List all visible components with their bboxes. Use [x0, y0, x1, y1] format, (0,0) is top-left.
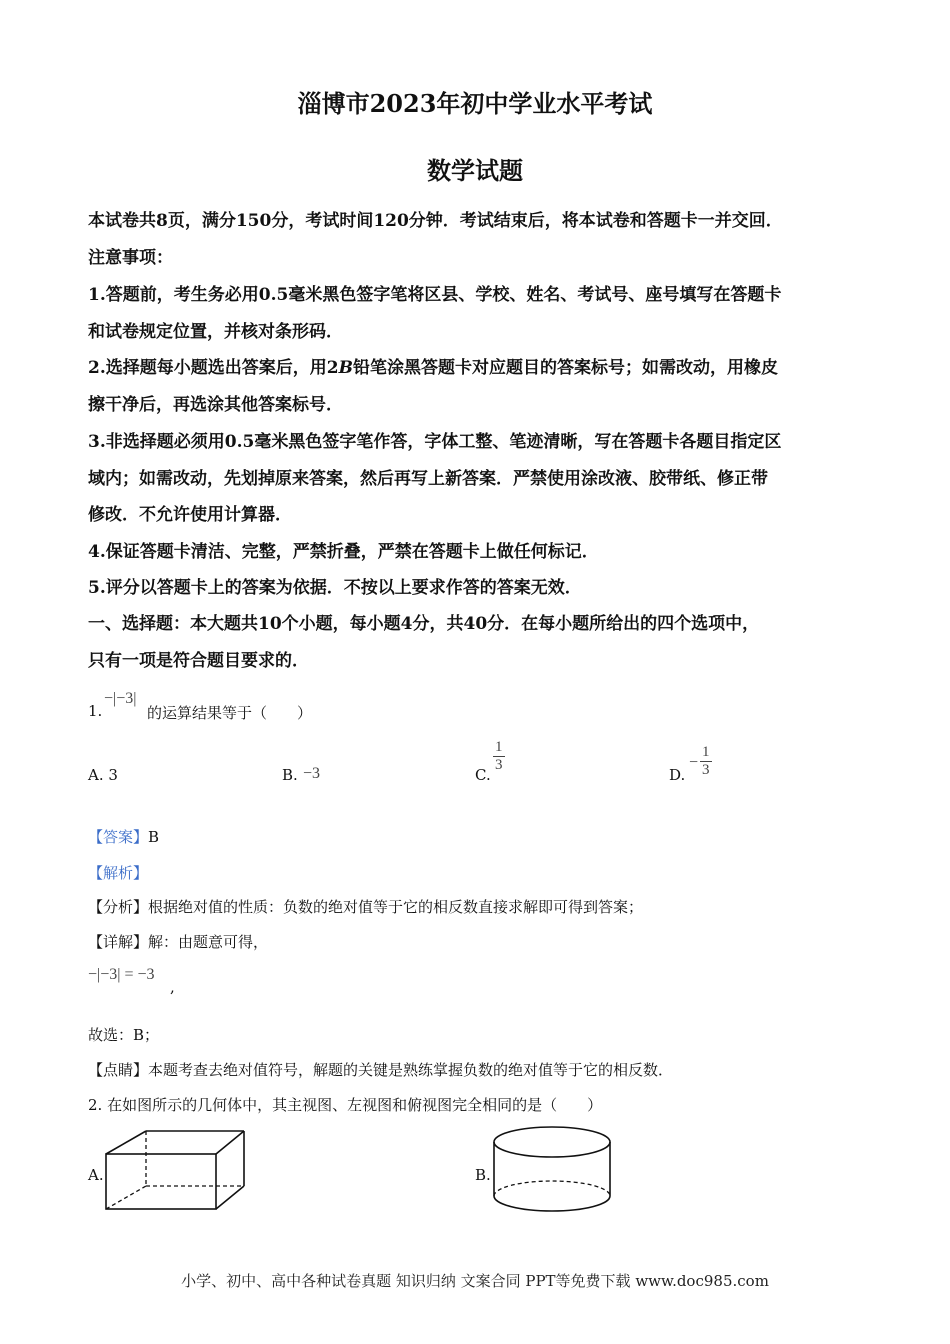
cylinder-figure	[490, 1124, 615, 1216]
note-2-italic: B	[338, 358, 353, 378]
fenxi-text: 根据绝对值的性质：负数的绝对值等于它的相反数直接求解即可得到答案；	[148, 898, 644, 916]
dianjing-tag: 【点睛】	[88, 1061, 149, 1079]
cylinder-top-ellipse	[494, 1127, 610, 1157]
cuboid-front-face	[106, 1154, 216, 1209]
note-4: 4.保证答题卡清洁、完整，严禁折叠，严禁在答题卡上做任何标记．	[88, 542, 599, 562]
intro-text: 本试卷共8页，满分150分，考试时间120分钟．考试结束后，将本试卷和答题卡一并交回．	[88, 211, 783, 231]
notes-heading: 注意事项：	[88, 248, 173, 268]
analysis-tag: 【解析】	[88, 864, 149, 882]
q1-option-c-fraction	[493, 739, 505, 774]
denominator: 3	[702, 762, 710, 778]
answer-line	[88, 826, 159, 847]
q2-option-a-label: A.	[88, 1166, 104, 1184]
cuboid-edge	[106, 1131, 146, 1154]
answer-tag: 【答案】	[88, 828, 149, 846]
q2-option-b-label: B.	[475, 1166, 491, 1184]
section-1-heading-line-1: 一、选择题：本大题共10个小题，每小题4分，共40分．在每小题所给出的四个选项中，	[88, 614, 760, 634]
q1-option-d-sign: −	[689, 754, 699, 771]
note-2-line-1	[88, 353, 778, 378]
cylinder-bottom-front	[494, 1196, 610, 1211]
q1-option-c-label: C.	[475, 766, 491, 784]
solution-equation-tail: ,	[170, 978, 175, 996]
note-1-line-1: 1.答题前，考生务必用0.5毫米黑色签字笔将区县、学校、姓名、考试号、座号填写在答题卡	[88, 285, 782, 305]
xiangjie-text: 解：由题意可得，	[148, 933, 269, 951]
page-footer: 小学、初中、高中各种试卷真题 知识归纳 文案合同 PPT等免费下载 www.doc985.com	[181, 1272, 769, 1290]
note-3-line-3: 修改．不允许使用计算器．	[88, 505, 292, 525]
note-3-line-2: 域内；如需改动，先划掉原来答案，然后再写上新答案．严禁使用涂改液、胶带纸、修正带	[88, 469, 768, 489]
answer-value: B	[148, 828, 160, 846]
choice-text: 故选：B；	[88, 1026, 160, 1044]
q1-option-b-value: −3	[303, 765, 321, 782]
note-5: 5.评分以答题卡上的答案为依据．不按以上要求作答的答案无效．	[88, 578, 582, 598]
q1-number: 1.	[88, 702, 103, 720]
note-3-line-1: 3.非选择题必须用0.5毫米黑色签字笔作答，字体工整、笔迹清晰，写在答题卡各题目指定区	[88, 432, 782, 452]
fraction	[493, 739, 505, 774]
xiangjie-tag: 【详解】	[88, 933, 149, 951]
q2-stem: 2. 在如图所示的几何体中，其主视图、左视图和俯视图完全相同的是（ ）	[88, 1096, 603, 1114]
cylinder-bottom-hidden	[494, 1181, 610, 1196]
q1-expression: −|−3|	[104, 690, 137, 707]
q1-option-a: A. 3	[88, 766, 118, 784]
note-1-line-2: 和试卷规定位置，并核对条形码．	[88, 322, 343, 342]
cuboid-figure	[104, 1128, 249, 1212]
note-2-pre: 2.选择题每小题选出答案后，用2	[88, 358, 339, 378]
q1-option-b-label: B.	[282, 766, 298, 784]
note-2-post: 铅笔涂黑答题卡对应题目的答案标号；如需改动，用橡皮	[352, 358, 778, 378]
dianjing-line	[88, 1059, 673, 1080]
cuboid-edge	[216, 1186, 244, 1209]
q1-option-d-fraction	[700, 744, 712, 779]
note-2-line-2: 擦干净后，再选涂其他答案标号．	[88, 395, 343, 415]
solution-equation: −|−3| = −3	[88, 966, 155, 983]
cuboid-edge	[216, 1131, 244, 1154]
q1-option-d-label: D.	[669, 766, 686, 784]
dianjing-text: 本题考查去绝对值符号，解题的关键是熟练掌握负数的绝对值等于它的相反数．	[148, 1061, 674, 1079]
numerator: 1	[495, 739, 503, 755]
numerator: 1	[702, 744, 710, 760]
fenxi-tag: 【分析】	[88, 898, 149, 916]
xiangjie-line	[88, 931, 268, 952]
section-1-heading-line-2: 只有一项是符合题目要求的．	[88, 651, 309, 671]
cuboid-hidden-edge	[106, 1186, 146, 1209]
exam-subtitle: 数学试题	[427, 156, 523, 185]
fenxi-line	[88, 896, 643, 917]
exam-title: 淄博市2023年初中学业水平考试	[297, 89, 653, 118]
fraction	[700, 744, 712, 779]
denominator: 3	[495, 757, 503, 773]
q1-stem: 的运算结果等于（ ）	[147, 704, 313, 722]
